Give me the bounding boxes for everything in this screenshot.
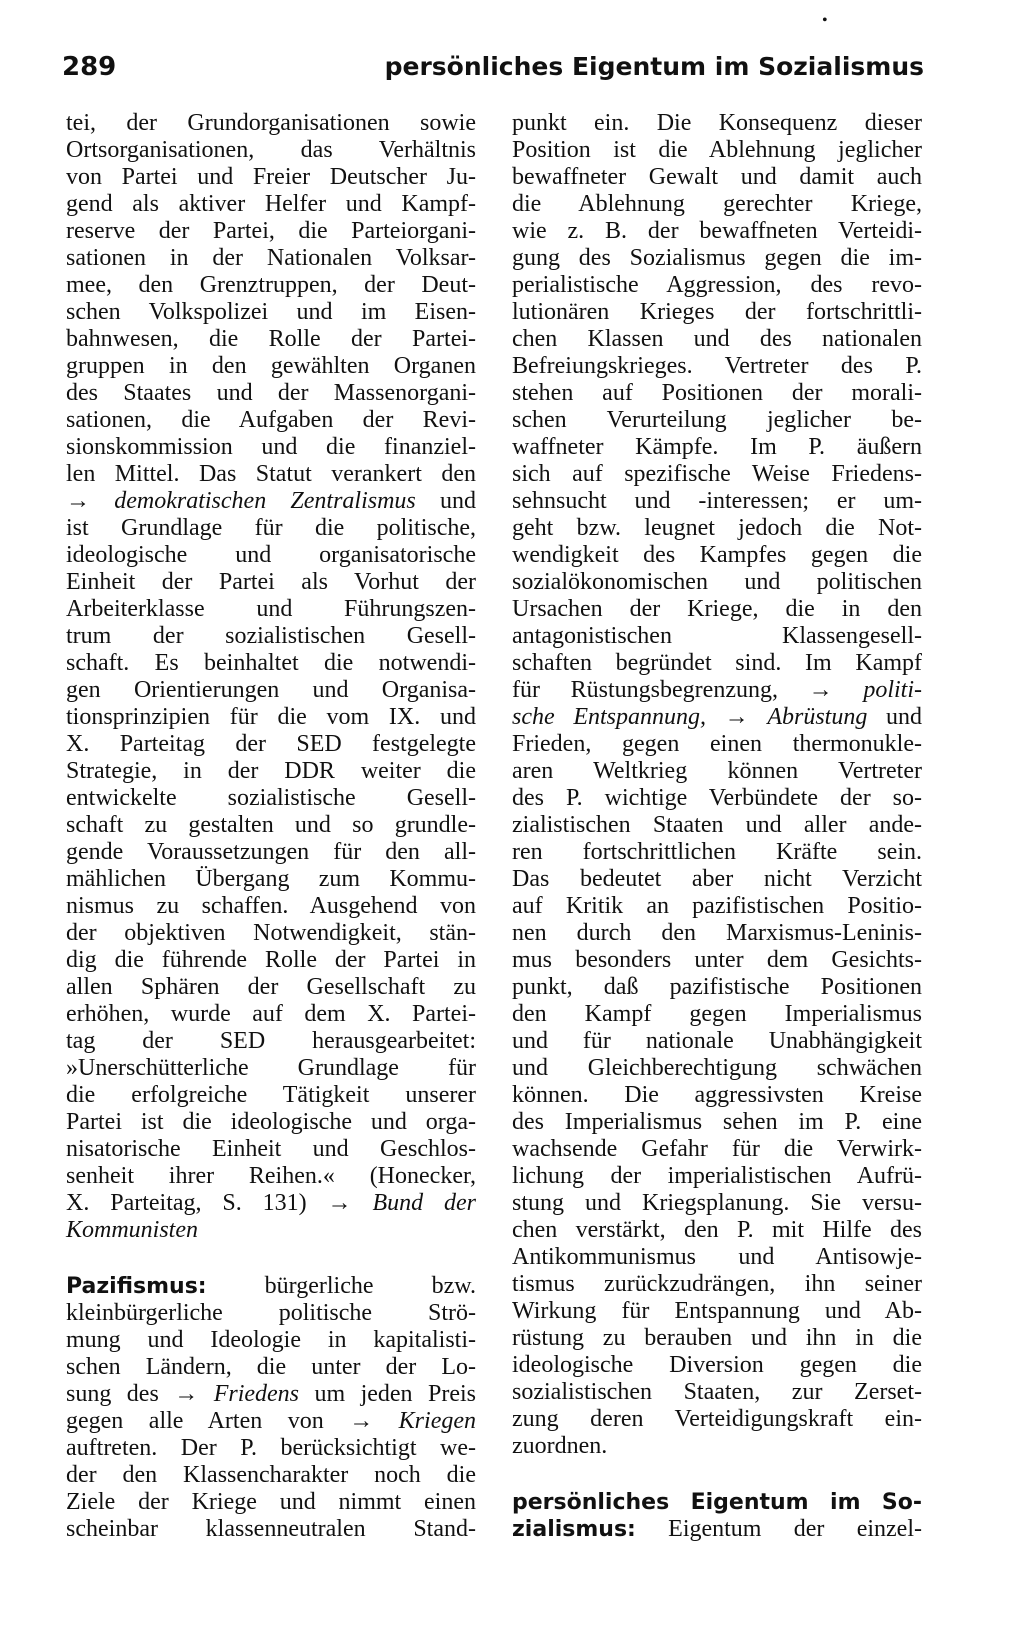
text-run: sationen, die Aufgaben der Revi- xyxy=(66,407,476,433)
text-run: wie z. B. der bewaffneten Verteidi- xyxy=(512,218,922,244)
text-run: reserve der Partei, die Parteiorgani- xyxy=(66,218,476,244)
right-column xyxy=(512,110,922,1543)
text-run: ideologische Diversion gegen die xyxy=(512,1352,922,1378)
text-run: wachsende Gefahr für die Verwirk- xyxy=(512,1136,922,1162)
text-run: Arbeiterklasse und Führungszen- xyxy=(66,596,476,622)
text-line xyxy=(512,704,922,731)
text-run: tei, der Grundorganisationen sowie xyxy=(66,110,476,136)
text-run: sionskommission und die finanziel- xyxy=(66,434,476,460)
left-column xyxy=(66,110,476,1543)
text-run: ist Grundlage für die politische, xyxy=(66,515,476,541)
text-run: nismus zu schaffen. Ausgehend von xyxy=(66,893,476,919)
text-run: waffneter Kämpfe. Im P. äußern xyxy=(512,434,922,460)
text-line xyxy=(512,353,922,380)
text-line xyxy=(66,110,476,137)
text-run: sozialistischen Staaten, zur Zerset- xyxy=(512,1379,922,1405)
text-line xyxy=(66,1327,476,1354)
text-run: nisatorische Einheit und Geschlos- xyxy=(66,1136,476,1162)
text-line xyxy=(512,299,922,326)
text-run: sung des → xyxy=(66,1381,214,1407)
text-line xyxy=(512,1055,922,1082)
text-run: rüstung zu berauben und ihn in die xyxy=(512,1325,922,1351)
text-run: tismus zurückzudrängen, ihn seiner xyxy=(512,1271,922,1297)
text-line xyxy=(512,731,922,758)
text-run: »Unerschütterliche Grundlage für xyxy=(66,1055,476,1081)
text-run: punkt ein. Die Konsequenz dieser xyxy=(512,110,922,136)
corner-mark: • xyxy=(822,12,828,29)
text-line xyxy=(512,1082,922,1109)
text-run: von Partei und Freier Deutscher Ju- xyxy=(66,164,476,190)
text-line xyxy=(512,245,922,272)
text-run: des Staates und der Massenorgani- xyxy=(66,380,476,406)
text-run: mee, den Grenztruppen, der Deut- xyxy=(66,272,476,298)
text-run: gung des Sozialismus gegen die im- xyxy=(512,245,922,271)
text-run: Partei ist die ideologische und orga- xyxy=(66,1109,476,1135)
text-line xyxy=(66,137,476,164)
text-line xyxy=(66,623,476,650)
text-run: punkt, daß pazifistische Positionen xyxy=(512,974,922,1000)
text-run: gruppen in den gewählten Organen xyxy=(66,353,476,379)
text-line xyxy=(512,893,922,920)
text-run: auftreten. Der P. berücksichtigt we- xyxy=(66,1435,476,1461)
text-line xyxy=(512,1489,922,1516)
text-line xyxy=(512,218,922,245)
text-line xyxy=(512,1136,922,1163)
text-line xyxy=(66,866,476,893)
text-run: X. Parteitag der SED festgelegte xyxy=(66,731,476,757)
text-line xyxy=(512,326,922,353)
text-run: bewaffneter Gewalt und damit auch xyxy=(512,164,922,190)
text-line xyxy=(66,1001,476,1028)
text-run: dig die führende Rolle der Partei in xyxy=(66,947,476,973)
text-run: und Gleichberechtigung schwächen xyxy=(512,1055,922,1081)
text-run: allen Sphären der Gesellschaft zu xyxy=(66,974,476,1000)
cross-reference: politi- xyxy=(863,677,922,703)
text-run: geht bzw. leugnet jedoch die Not- xyxy=(512,515,922,541)
text-line xyxy=(512,542,922,569)
text-run: tag der SED herausgearbeitet: xyxy=(66,1028,476,1054)
page-number: 289 xyxy=(62,52,117,82)
text-run: trum der sozialistischen Gesell- xyxy=(66,623,476,649)
text-line xyxy=(512,947,922,974)
text-line xyxy=(512,164,922,191)
text-line xyxy=(66,758,476,785)
text-line xyxy=(66,1217,476,1244)
text-line xyxy=(66,1489,476,1516)
cross-reference: Abrüstung xyxy=(767,704,868,730)
text-run: des P. wichtige Verbündete der so- xyxy=(512,785,922,811)
text-line xyxy=(512,1433,922,1460)
text-run: schaften begründet sind. Im Kampf xyxy=(512,650,922,676)
text-line xyxy=(66,407,476,434)
text-line xyxy=(512,569,922,596)
text-line xyxy=(66,1055,476,1082)
text-run: der objektiven Notwendigkeit, stän- xyxy=(66,920,476,946)
text-line xyxy=(512,1379,922,1406)
text-run: der den Klassencharakter noch die xyxy=(66,1462,476,1488)
text-run: Antikommunismus und Antisowje- xyxy=(512,1244,922,1270)
text-line xyxy=(512,1163,922,1190)
text-line xyxy=(512,515,922,542)
text-line xyxy=(512,1244,922,1271)
text-line xyxy=(66,1028,476,1055)
text-line xyxy=(66,461,476,488)
text-run: und xyxy=(867,704,923,730)
text-line xyxy=(66,1354,476,1381)
cross-reference: demokratischen Zentralismus xyxy=(114,488,416,514)
text-line xyxy=(66,515,476,542)
text-run: können. Die aggressivsten Kreise xyxy=(512,1082,922,1108)
text-run: aren Weltkrieg können Vertreter xyxy=(512,758,922,784)
text-line xyxy=(66,812,476,839)
text-line xyxy=(512,623,922,650)
text-run: perialistische Aggression, des revo- xyxy=(512,272,922,298)
text-line xyxy=(66,1190,476,1217)
text-run: zuordnen. xyxy=(512,1433,608,1459)
text-line xyxy=(66,650,476,677)
text-line xyxy=(512,812,922,839)
text-line xyxy=(512,1109,922,1136)
text-run: Das bedeutet aber nicht Verzicht xyxy=(512,866,922,892)
text-line xyxy=(512,596,922,623)
text-line xyxy=(66,677,476,704)
text-run: Frieden, gegen einen thermonukle- xyxy=(512,731,922,757)
text-line xyxy=(512,1406,922,1433)
text-run: bürgerliche bzw. xyxy=(206,1273,476,1299)
text-line xyxy=(66,731,476,758)
text-run: zung deren Verteidigungskraft ein- xyxy=(512,1406,922,1432)
text-run: scheinbar klassenneutralen Stand- xyxy=(66,1516,476,1542)
text-line xyxy=(512,974,922,1001)
text-line xyxy=(512,785,922,812)
text-line xyxy=(66,1381,476,1408)
text-line xyxy=(512,839,922,866)
text-run: Einheit der Partei als Vorhut der xyxy=(66,569,476,595)
page-header xyxy=(62,52,924,92)
cross-reference: Friedens xyxy=(213,1381,299,1407)
cross-reference: Kriegen xyxy=(398,1408,476,1434)
text-line xyxy=(512,1217,922,1244)
text-line xyxy=(66,1136,476,1163)
text-line xyxy=(66,218,476,245)
text-line xyxy=(512,1190,922,1217)
text-run: Strategie, in der DDR weiter die xyxy=(66,758,476,784)
text-run: auf Kritik an pazifistischen Positio- xyxy=(512,893,922,919)
text-run: sich auf spezifische Weise Friedens- xyxy=(512,461,922,487)
text-line xyxy=(512,1325,922,1352)
text-line xyxy=(66,1408,476,1435)
text-run: mählichen Übergang zum Kommu- xyxy=(66,866,476,892)
text-run: → xyxy=(66,488,115,514)
text-line xyxy=(66,1273,476,1300)
text-run: X. Parteitag, S. 131) → xyxy=(66,1190,373,1216)
text-line xyxy=(66,704,476,731)
text-line xyxy=(512,677,922,704)
text-run: stung und Kriegsplanung. Sie versu- xyxy=(512,1190,922,1216)
text-run: Ortsorganisationen, das Verhältnis xyxy=(66,137,476,163)
text-line xyxy=(66,596,476,623)
text-line xyxy=(512,758,922,785)
text-run: die erfolgreiche Tätigkeit unserer xyxy=(66,1082,476,1108)
running-head: persönliches Eigentum im Sozialismus xyxy=(384,52,924,81)
text-line xyxy=(66,191,476,218)
text-line xyxy=(512,110,922,137)
text-run: wendigkeit des Kampfes gegen die xyxy=(512,542,922,568)
text-line xyxy=(66,920,476,947)
text-run: tionsprinzipien für die vom IX. und xyxy=(66,704,476,730)
text-run: zialistischen Staaten und aller ande- xyxy=(512,812,922,838)
text-line xyxy=(66,1163,476,1190)
text-run: gegen alle Arten von → xyxy=(66,1408,399,1434)
text-line xyxy=(512,434,922,461)
text-run: erhöhen, wurde auf dem X. Partei- xyxy=(66,1001,476,1027)
text-line xyxy=(66,488,476,515)
text-run: mus besonders unter dem Gesichts- xyxy=(512,947,922,973)
text-line xyxy=(66,1109,476,1136)
paragraph-gap xyxy=(66,1244,476,1273)
text-line xyxy=(66,353,476,380)
text-line xyxy=(66,1300,476,1327)
text-line xyxy=(512,272,922,299)
text-run: Ziele der Kriege und nimmt einen xyxy=(66,1489,476,1515)
text-run: entwickelte sozialistische Gesell- xyxy=(66,785,476,811)
text-run: schaft zu gestalten und so grundle- xyxy=(66,812,476,838)
text-run: schen Volkspolizei und im Eisen- xyxy=(66,299,476,325)
text-run: lichung der imperialistischen Aufrü- xyxy=(512,1163,922,1189)
text-run: chen verstärkt, den P. mit Hilfe des xyxy=(512,1217,922,1243)
text-line xyxy=(512,137,922,164)
text-line xyxy=(66,974,476,1001)
cross-reference: Kommunisten xyxy=(66,1217,198,1243)
text-run: Eigentum der einzel- xyxy=(635,1516,922,1542)
text-run: Befreiungskrieges. Vertreter des P. xyxy=(512,353,922,379)
text-line xyxy=(66,1435,476,1462)
text-line xyxy=(66,785,476,812)
text-line xyxy=(66,1516,476,1543)
text-run: den Kampf gegen Imperialismus xyxy=(512,1001,922,1027)
paragraph-gap xyxy=(512,1460,922,1489)
text-run: antagonistischen Klassengesell- xyxy=(512,623,922,649)
text-line xyxy=(66,380,476,407)
text-line xyxy=(66,272,476,299)
text-run: des Imperialismus sehen im P. eine xyxy=(512,1109,922,1135)
text-run: stehen auf Positionen der morali- xyxy=(512,380,922,406)
text-run: sationen in der Nationalen Volksar- xyxy=(66,245,476,271)
text-run: mung und Ideologie in kapitalisti- xyxy=(66,1327,476,1353)
text-line xyxy=(66,1082,476,1109)
text-run: Wirkung für Entspannung und Ab- xyxy=(512,1298,922,1324)
text-line xyxy=(66,947,476,974)
text-line xyxy=(512,1001,922,1028)
text-run: senheit ihrer Reihen.« (Honecker, xyxy=(66,1163,476,1189)
text-line xyxy=(512,1516,922,1543)
text-run: nen durch den Marxismus-Leninis- xyxy=(512,920,922,946)
text-run: die Ablehnung gerechter Kriege, xyxy=(512,191,922,217)
text-run: und xyxy=(415,488,477,514)
text-run: chen Klassen und des nationalen xyxy=(512,326,922,352)
text-line xyxy=(66,1462,476,1489)
text-line xyxy=(512,461,922,488)
entry-headword: persönliches Eigentum im So- xyxy=(512,1490,922,1515)
text-run: kleinbürgerliche politische Strö- xyxy=(66,1300,476,1326)
text-run: ideologische und organisatorische xyxy=(66,542,476,568)
text-line xyxy=(66,542,476,569)
text-run: bahnwesen, die Rolle der Partei- xyxy=(66,326,476,352)
cross-reference: sche Entspannung, xyxy=(512,704,706,730)
text-line xyxy=(512,1028,922,1055)
text-line xyxy=(512,1271,922,1298)
text-run: lutionären Krieges der fortschrittli- xyxy=(512,299,922,325)
text-line xyxy=(512,1352,922,1379)
text-line xyxy=(512,488,922,515)
text-line xyxy=(512,1298,922,1325)
text-line xyxy=(512,920,922,947)
text-line xyxy=(512,380,922,407)
text-line xyxy=(66,569,476,596)
text-line xyxy=(512,407,922,434)
text-line xyxy=(512,650,922,677)
text-run: len Mittel. Das Statut verankert den xyxy=(66,461,476,487)
text-run: schen Verurteilung jeglicher be- xyxy=(512,407,922,433)
text-line xyxy=(512,866,922,893)
text-line xyxy=(66,434,476,461)
text-run: gen Orientierungen und Organisa- xyxy=(66,677,476,703)
text-run: gend als aktiver Helfer und Kampf- xyxy=(66,191,476,217)
text-line xyxy=(66,326,476,353)
text-run: für Rüstungsbegrenzung, → xyxy=(512,677,864,703)
text-run: um jeden Preis xyxy=(299,1381,476,1407)
text-line xyxy=(66,839,476,866)
entry-headword: zialismus: xyxy=(512,1517,636,1542)
text-run: schen Ländern, die unter der Lo- xyxy=(66,1354,476,1380)
text-line xyxy=(66,164,476,191)
text-run: Position ist die Ablehnung jeglicher xyxy=(512,137,922,163)
cross-reference: Bund der xyxy=(372,1190,476,1216)
text-run: sehnsucht und -interessen; er um- xyxy=(512,488,922,514)
entry-headword: Pazifismus: xyxy=(66,1274,207,1299)
text-line xyxy=(512,191,922,218)
text-line xyxy=(66,893,476,920)
text-run: schaft. Es beinhaltet die notwendi- xyxy=(66,650,476,676)
text-run: → xyxy=(705,704,768,730)
text-run: sozialökonomischen und politischen xyxy=(512,569,922,595)
text-run: und für nationale Unabhängigkeit xyxy=(512,1028,922,1054)
text-run: gende Voraussetzungen für den all- xyxy=(66,839,476,865)
text-line xyxy=(66,245,476,272)
text-line xyxy=(66,299,476,326)
text-run: Ursachen der Kriege, die in den xyxy=(512,596,922,622)
text-run: ren fortschrittlichen Kräfte sein. xyxy=(512,839,922,865)
